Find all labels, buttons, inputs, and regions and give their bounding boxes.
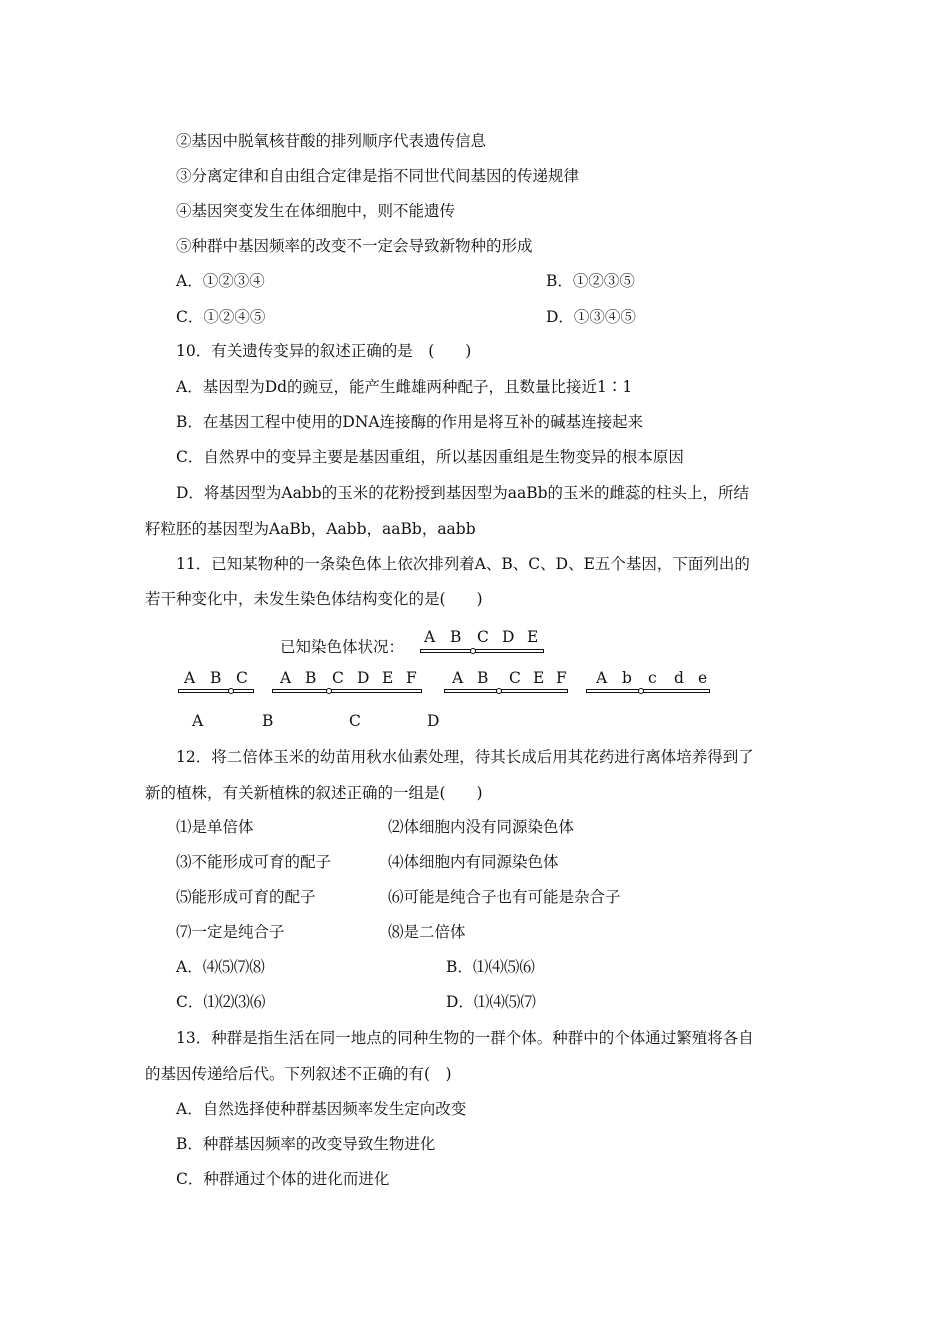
q13-option-b[interactable]: B．种群基因频率的改变导致生物进化 [176,1135,436,1153]
known-chromosome-label: 已知染色体状况： [280,638,405,656]
q12-option-b[interactable]: B．⑴⑷⑸⑹ [446,958,535,976]
chromosome-bar [420,649,544,653]
gene-label: E [533,669,545,687]
chromosome-bar [178,689,254,693]
gene-label: e [698,669,708,687]
gene-label: C [236,669,248,687]
q11-stem-line1: 11．已知某物种的一条染色体上依次排列着A、B、C、D、E五个基因，下面列出的 [176,555,750,573]
gene-label: d [674,669,684,687]
q11-option-d-label[interactable]: D [427,712,440,730]
centromere [496,688,502,694]
q11-stem-line2: 若干种变化中，未发生染色体结构变化的是( ) [145,590,483,608]
centromere [638,688,644,694]
q10-option-b[interactable]: B．在基因工程中使用的DNA连接酶的作用是将互补的碱基连接起来 [176,413,644,431]
centromere [228,688,234,694]
q13-stem-line2: 的基因传递给后代。下列叙述不正确的有( ) [145,1065,452,1083]
gene-label: A [596,669,608,687]
q12-item-6: ⑹可能是纯合子也有可能是杂合子 [388,888,621,906]
q12-item-3: ⑶不能形成可育的配子 [176,853,332,871]
q10-stem: 10．有关遗传变异的叙述正确的是 ( ) [176,342,472,360]
q12-option-c[interactable]: C．⑴⑵⑶⑹ [176,993,266,1011]
q12-item-2: ⑵体细胞内没有同源染色体 [388,818,575,836]
q12-stem-line1: 12．将二倍体玉米的幼苗用秋水仙素处理，待其长成后用其花药进行离体培养得到了 [176,748,754,766]
gene-label: C [509,669,521,687]
q12-option-d[interactable]: D．⑴⑷⑸⑺ [446,993,536,1011]
q9-item-3: ③分离定律和自由组合定律是指不同世代间基因的传递规律 [176,167,580,185]
gene-label: D [357,669,370,687]
gene-label: D [502,628,515,646]
q12-option-a[interactable]: A．⑷⑸⑺⑻ [176,958,265,976]
gene-label: F [406,669,417,687]
q12-item-8: ⑻是二倍体 [388,923,466,941]
q10-option-a[interactable]: A．基因型为Dd的豌豆，能产生雌雄两种配子，且数量比接近1∶1 [176,378,633,396]
q12-stem-line2: 新的植株，有关新植株的叙述正确的一组是( ) [145,784,483,802]
q10-option-d-line2[interactable]: 籽粒胚的基因型为AaBb，Aabb，aaBb，aabb [145,520,476,538]
q11-option-c-label[interactable]: C [349,712,361,730]
gene-label: F [556,669,567,687]
option-c-chromosome [444,669,568,699]
gene-label: b [622,669,632,687]
q9-option-b[interactable]: B．①②③⑤ [546,272,635,290]
gene-label: A [184,669,196,687]
known-chromosome-diagram [420,628,544,658]
q13-option-c[interactable]: C．种群通过个体的进化而进化 [176,1170,390,1188]
gene-label: A [452,669,464,687]
q12-item-5: ⑸能形成可育的配子 [176,888,316,906]
gene-label: A [424,628,436,646]
q9-item-4: ④基因突变发生在体细胞中，则不能遗传 [176,202,456,220]
q9-option-a[interactable]: A．①②③④ [176,272,265,290]
q12-item-1: ⑴是单倍体 [176,818,254,836]
chromosome-bar [444,689,568,693]
gene-label: B [450,628,462,646]
option-b-chromosome [272,669,422,699]
gene-label: C [332,669,344,687]
option-a-chromosome [178,669,254,699]
q11-option-b-label[interactable]: B [262,712,274,730]
centromere [326,688,332,694]
centromere [470,648,476,654]
q10-option-c[interactable]: C．自然界中的变异主要是基因重组，所以基因重组是生物变异的根本原因 [176,448,684,466]
q11-option-a-label[interactable]: A [192,712,204,730]
gene-label: B [210,669,222,687]
q9-item-2: ②基因中脱氧核苷酸的排列顺序代表遗传信息 [176,132,487,150]
q13-stem-line1: 13．种群是指生活在同一地点的同种生物的一群个体。种群中的个体通过繁殖将各自 [176,1029,754,1047]
gene-label: E [382,669,394,687]
chromosome-bar [272,689,422,693]
q13-option-a[interactable]: A．自然选择使种群基因频率发生定向改变 [176,1100,467,1118]
q12-item-7: ⑺一定是纯合子 [176,923,285,941]
gene-label: A [280,669,292,687]
chromosome-bar [586,689,710,693]
option-d-chromosome [586,669,710,699]
gene-label: B [477,669,489,687]
gene-label: E [527,628,539,646]
q9-option-c[interactable]: C．①②④⑤ [176,308,266,326]
gene-label: B [305,669,317,687]
q12-item-4: ⑷体细胞内有同源染色体 [388,853,559,871]
q9-option-d[interactable]: D．①③④⑤ [546,308,636,326]
q10-option-d-line1[interactable]: D．将基因型为Aabb的玉米的花粉授到基因型为aaBb的玉米的雌蕊的柱头上，所结 [176,484,750,502]
gene-label: C [477,628,489,646]
gene-label: c [648,669,657,687]
q9-item-5: ⑤种群中基因频率的改变不一定会导致新物种的形成 [176,237,533,255]
